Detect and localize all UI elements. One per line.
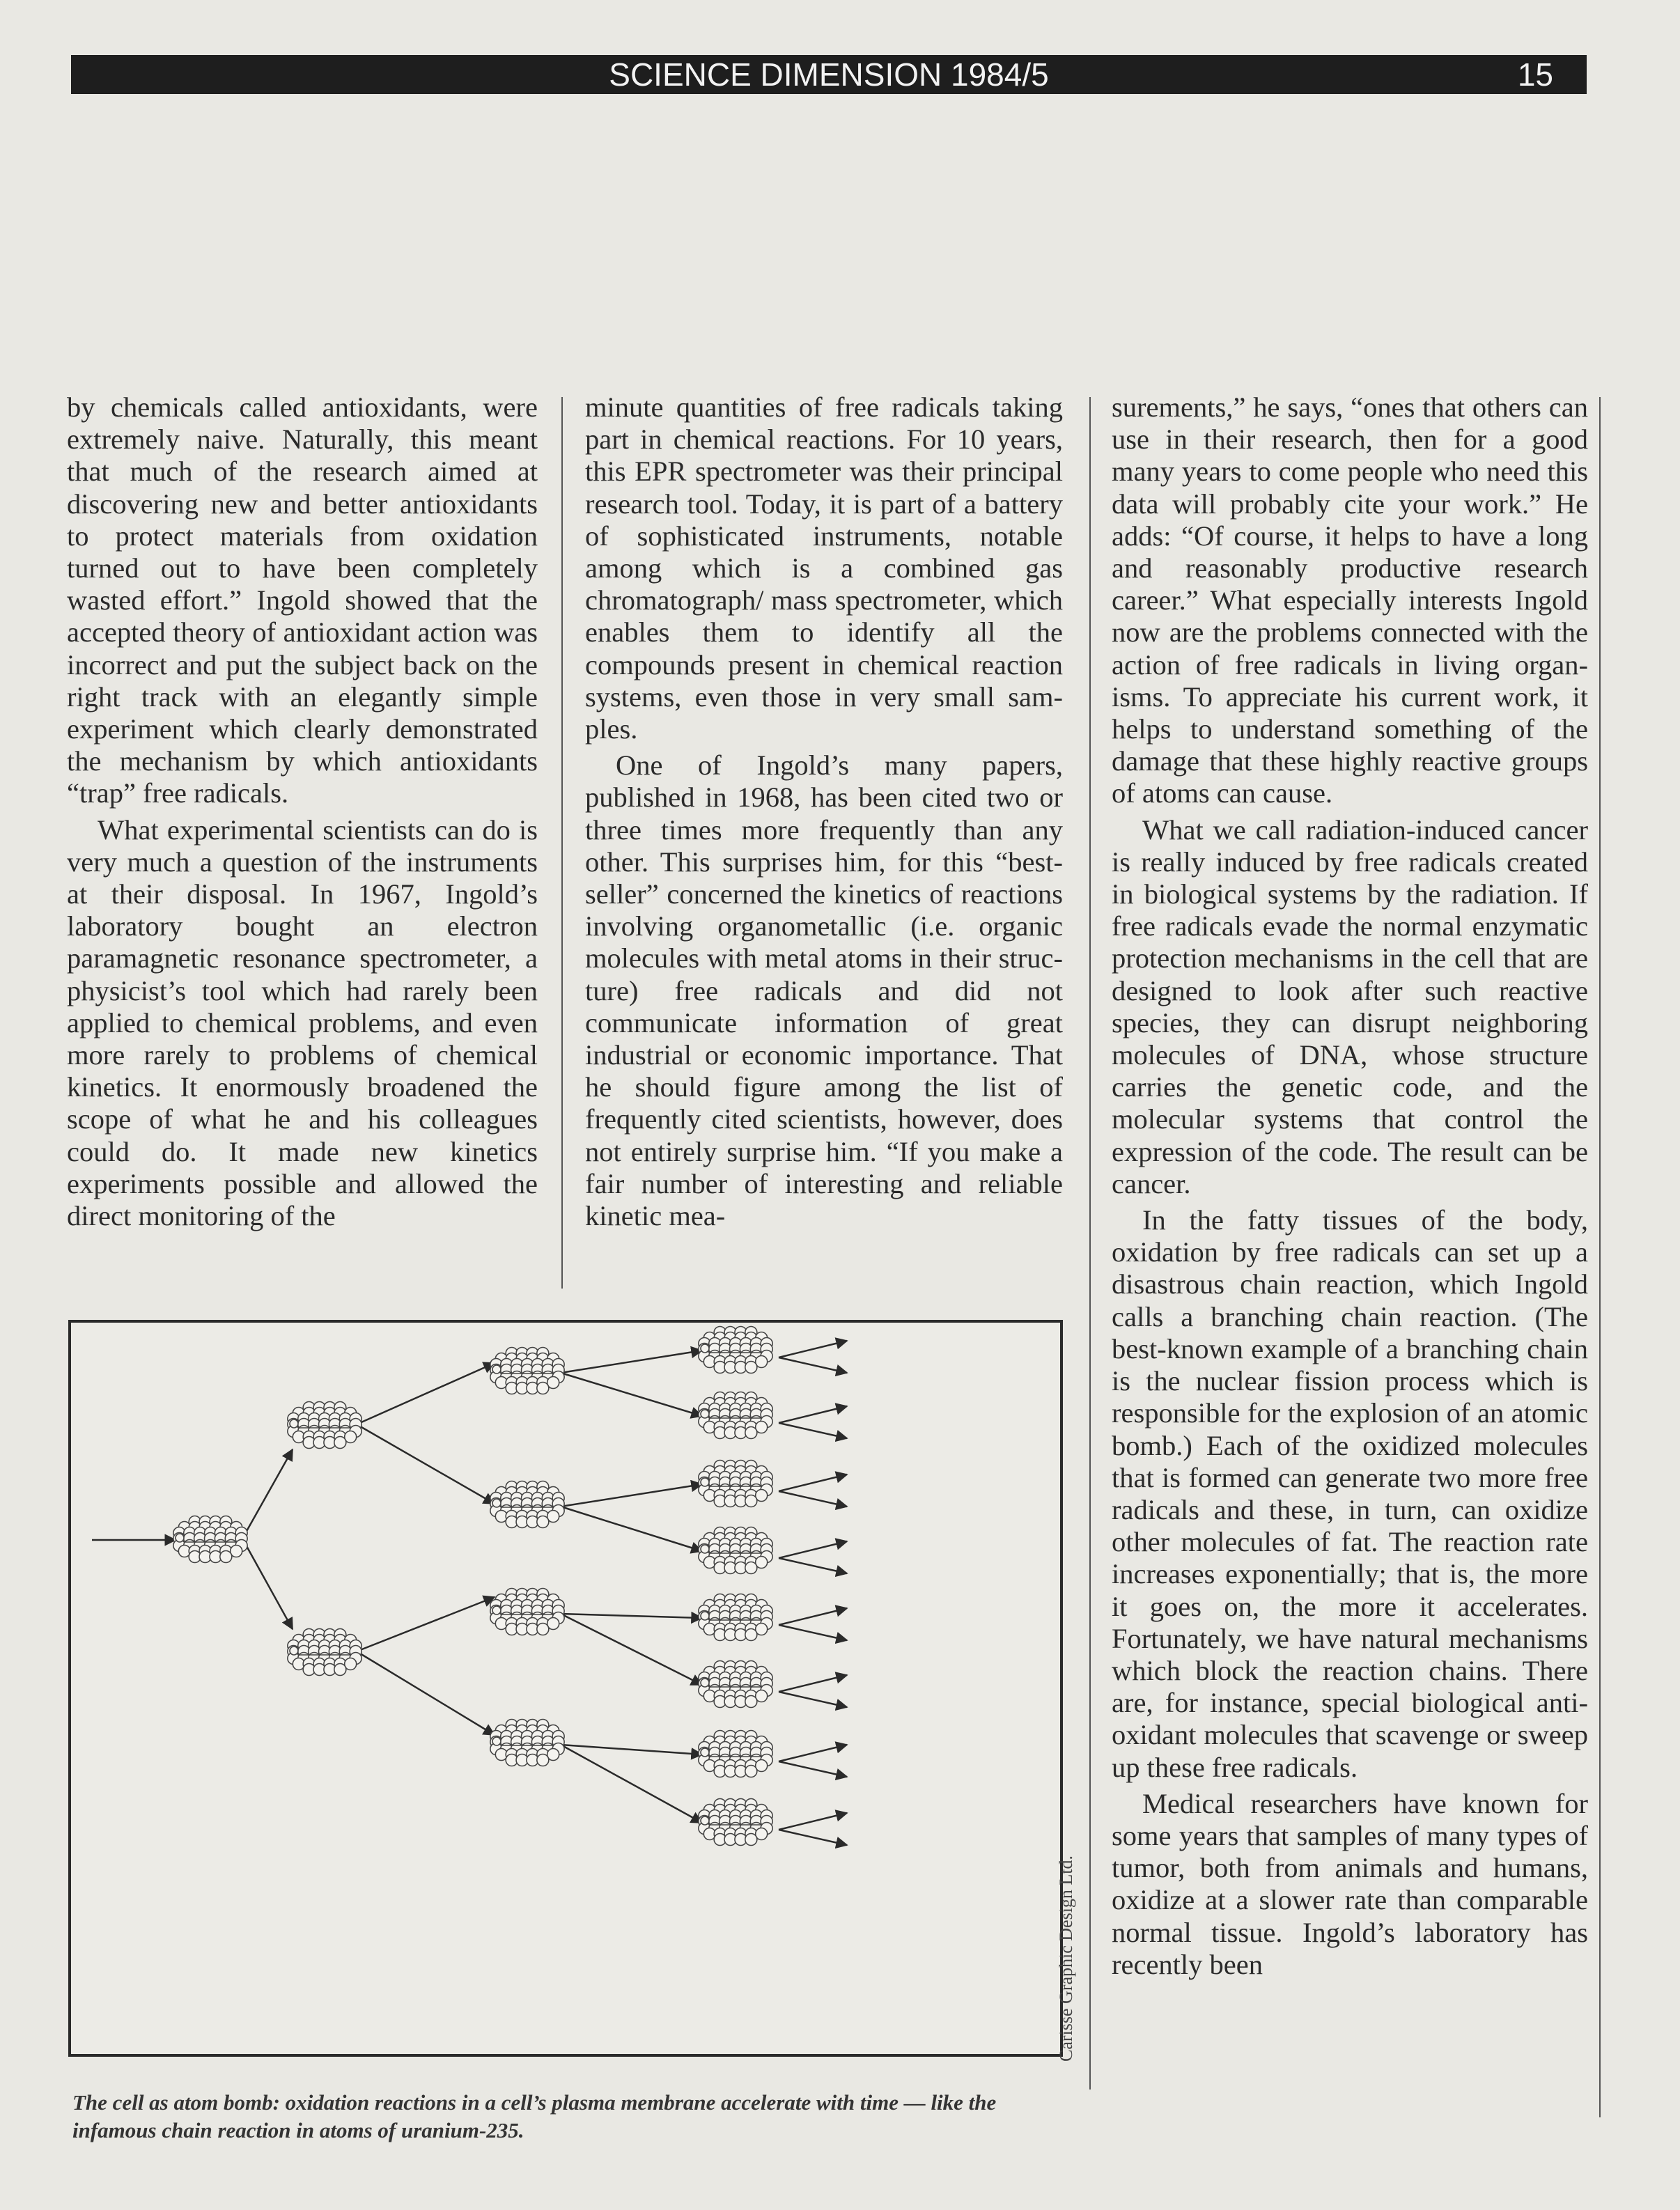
arrow xyxy=(779,1625,847,1640)
cell-molecule xyxy=(699,1392,772,1439)
cell-molecule xyxy=(490,1589,564,1635)
arrow xyxy=(561,1614,702,1618)
illustration-credit: Carisse Graphic Design Ltd. xyxy=(1056,1855,1076,2062)
paragraph: Medical researchers have known for some years that samples of many types of tumor, both from animals and humans, oxidize at a slower rate than comparable normal tissue. Ingold’s laboratory has recently been xyxy=(1112,1787,1588,1980)
arrow xyxy=(357,1424,495,1504)
arrow xyxy=(357,1597,495,1651)
cell-molecule xyxy=(288,1402,361,1449)
arrow xyxy=(357,1363,495,1424)
text-column-2 xyxy=(585,391,1063,1236)
arrow xyxy=(779,1491,847,1507)
arrow xyxy=(779,1357,847,1373)
cell-molecule xyxy=(490,1720,564,1766)
cell-molecule xyxy=(490,1481,564,1528)
arrow xyxy=(779,1761,847,1777)
paragraph: by chemicals called antioxidants, were extremely naive. Naturally, this meant that much of the research aimed at discovering new and better antioxidants to protect materials from oxidation turned out to have been completely wasted effort.” Ingold showed that the accepted theory of antioxidant action was incorrect and put the subject back on the right track with an elegantly simple experiment which clearly demonstrated the mechanism by which antioxidants “trap” free radicals. xyxy=(67,391,538,809)
column-rule xyxy=(561,397,563,1289)
arrow xyxy=(779,1608,847,1625)
chain-reaction-figure xyxy=(68,1320,1063,2057)
arrow xyxy=(779,1830,847,1845)
arrow xyxy=(242,1539,293,1629)
paragraph: In the fatty tissues of the body, oxidation by free radicals can set up a disastrous chain reaction, which Ingold calls a branching chain reaction. (The best-known example of a branching chain is the nuclear fission process which is responsible for the explosion of an atomic bomb.) Each of the oxidized molecules that is formed can generate two more free radicals and these, in turn, can oxidize other molecules of fat. The reaction rate increases exponentially; that is, the more it goes on, the more it accelerates. Fortunately, we have natural mechanisms which block the reaction chains. There are, for instance, special biological antioxidant molecules that scavenge or sweep up these free radicals. xyxy=(1112,1204,1588,1783)
text-column-3 xyxy=(1112,391,1588,1985)
arrow xyxy=(561,1484,702,1507)
arrow xyxy=(779,1692,847,1707)
cell-molecule xyxy=(699,1799,772,1846)
arrow xyxy=(242,1449,293,1539)
paragraph: What we call radiation-induced cancer is really induced by free radicals created in biological systems by the radiation. If free radicals evade the normal enzymatic protection mechanisms in the cell that are designed to look after such reactive species, they can disrupt neighboring molecules of DNA, whose structure carries the genetic code, and the molecular systems that control the expression of the code. The result can be cancer. xyxy=(1112,814,1588,1199)
arrow xyxy=(561,1614,702,1685)
cell-molecule xyxy=(288,1629,361,1676)
arrow xyxy=(779,1541,847,1558)
arrow xyxy=(561,1745,702,1823)
arrow xyxy=(779,1745,847,1761)
arrow xyxy=(561,1507,702,1551)
cell-molecule xyxy=(699,1731,772,1777)
branching-chain-diagram xyxy=(71,1323,1060,2054)
arrow xyxy=(357,1651,495,1735)
arrow xyxy=(561,1373,702,1416)
cell-molecule xyxy=(490,1348,564,1394)
column-rule xyxy=(1089,397,1091,2090)
cell-molecule xyxy=(699,1661,772,1708)
column-rule xyxy=(1599,397,1601,2117)
paragraph: surements,” he says, “ones that others can use in their research, then for a good many years to come people who need this data will probably cite your work.” He adds: “Of course, it helps to have a long and reasonably productive research career.” What especially interests Ingold now are the problems connected with the action of free radicals in living organisms. To appreciate his current work, it helps to understand something of the damage that these highly reactive groups of atoms can cause. xyxy=(1112,391,1588,809)
arrow xyxy=(779,1423,847,1438)
arrow xyxy=(779,1406,847,1423)
running-header xyxy=(71,55,1587,94)
arrow xyxy=(561,1351,702,1373)
cell-molecule xyxy=(699,1594,772,1641)
cell-molecule xyxy=(699,1461,772,1507)
cell-molecule xyxy=(173,1516,247,1563)
paragraph: What experimental scientists can do is very much a question of the instruments at their disposal. In 1967, Ingold’s laboratory bought an electron paramagnetic resonance spectrometer, a physicist’s tool which had rarely been applied to chemical problems, and even more rarely to problems of chemical kinetics. It enormously broadened the scope of what he and his colleagues could do. It made new kinetics experiments possible and allowed the direct monitoring of the xyxy=(67,814,538,1232)
arrow xyxy=(779,1341,847,1357)
text-column-1 xyxy=(67,391,538,1236)
arrow xyxy=(779,1813,847,1830)
arrow xyxy=(779,1675,847,1692)
paragraph: minute quantities of free radicals taking part in chemical reactions. For 10 years, this EPR spectrometer was their principal research tool. Today, it is part of a battery of sophisticated instruments, notable among which is a combined gas chromatograph/ mass spectrometer, which enables them to identify all the compounds present in chemical reaction systems, even those in very small samples. xyxy=(585,391,1063,745)
arrow xyxy=(561,1745,702,1754)
page-number: 15 xyxy=(1517,56,1553,93)
arrow xyxy=(779,1474,847,1491)
paragraph: One of Ingold’s many papers, published in 1968, has been cited two or three times more frequently than any other. This surprises him, for this “best-seller” concerned the kinetics of reactions involving organometallic (i.e. organic molecules with metal atoms in their structure) free radicals and did not communicate information of great industrial or economic importance. That he should figure among the list of frequently cited scientists, however, does not entirely surprise him. “If you make a fair number of interesting and reliable kinetic mea- xyxy=(585,749,1063,1232)
cell-molecule xyxy=(699,1527,772,1574)
figure-caption: The cell as atom bomb: oxidation reactions in a cell’s plasma membrane accelerate with time — like the infamous chain reaction in atoms of uranium-235. xyxy=(72,2090,997,2142)
journal-title: SCIENCE DIMENSION 1984/5 xyxy=(609,56,1049,93)
cell-molecule xyxy=(699,1327,772,1374)
arrow xyxy=(779,1558,847,1573)
